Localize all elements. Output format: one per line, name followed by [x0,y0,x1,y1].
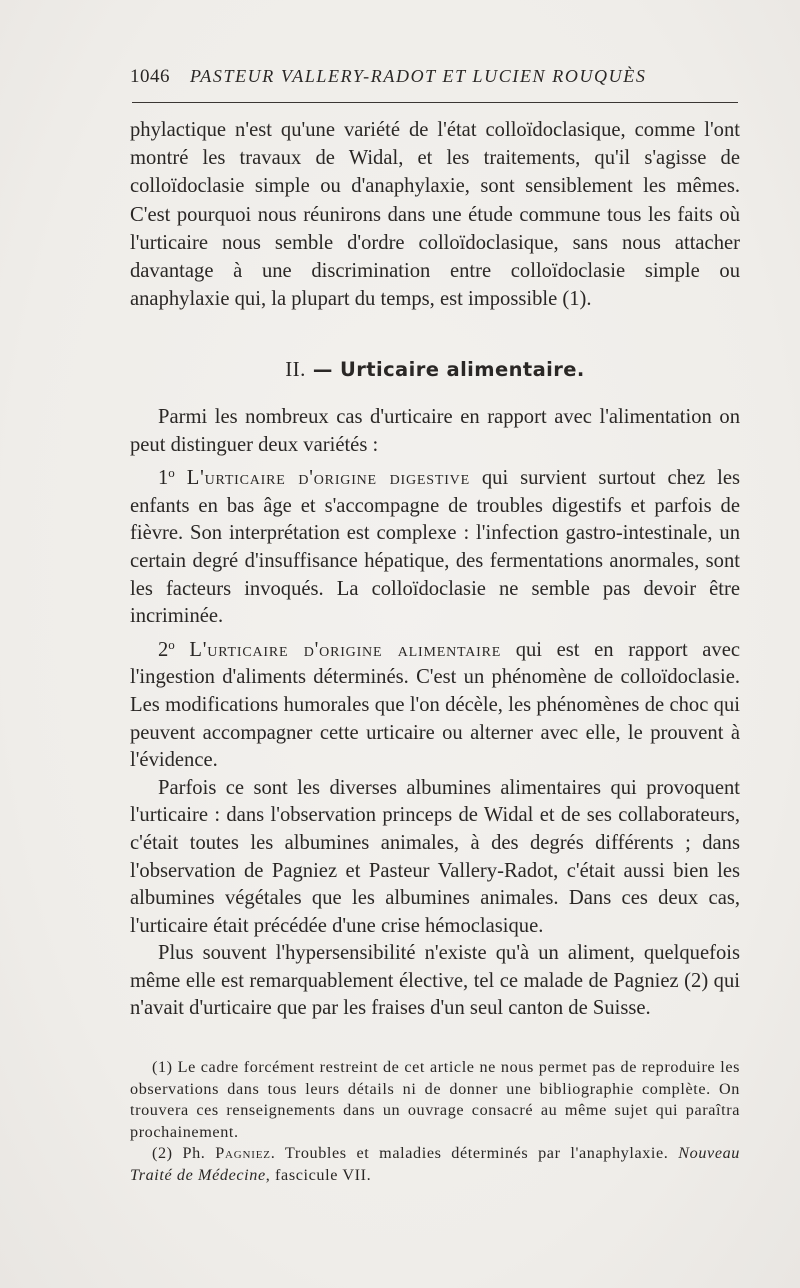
section-numeral: II. [285,357,306,381]
smallcaps-term: L'urticaire d'origine alimentaire [189,638,502,661]
footnote-text: , fascicule VII. [265,1165,372,1184]
page-number: 1046 [130,66,170,87]
main-text [130,404,740,1023]
author-name: Pagniez [215,1144,271,1163]
paragraph-digestive [130,459,740,631]
intro-paragraph: phylactique n'est qu'une variété de l'état colloïdoclasique, comme l'ont montré les travaux de Widal, et les traitements, qu'il s'agisse de colloïdoclasie simple ou d'anaphylaxie, sont sensiblement les mêmes. C'est pourquoi nous réunirons dans une étude commune tous les faits où l'urticaire nous semble d'ordre colloïdoclasique, sans nous attacher davantage à une discrimination entre colloïdoclasie simple ou anaphylaxie qui, la plupart du temps, est impossible (1). [130,119,740,311]
degree-mark: o [168,636,175,652]
paragraph-text: qui survient surtout chez les enfants en bas âge et s'accompagne de troubles digestifs et parfois de fièvre. Son interprétation est complexe : l'infection gastro-intestinale, un certain degré d'insuffisance hépatique, des fermentations anormales, sont les facteurs invoqués. La colloïdoclasie ne semble pas devoir être incriminée. [130,467,740,628]
paragraph-hypersensitivity: Plus souvent l'hypersensibilité n'existe qu'à un aliment, quelquefois même elle est remarquablement élective, tel ce malade de Pagniez (2) qui n'avait d'urticaire que par les fraises d'un seul canton de Suisse. [130,942,740,1020]
paragraph-alimentary [130,631,740,775]
footnote-2 [130,1143,740,1186]
item-number: 2 [158,638,169,661]
degree-mark: o [168,465,175,481]
running-head [130,66,740,96]
intro-block [130,116,740,313]
section-dash: — [312,358,333,381]
footnotes [130,1057,740,1187]
paragraph-intro-varieties: Parmi les nombreux cas d'urticaire en rapport avec l'alimentation on peut distinguer deux variétés : [130,406,740,456]
footnote-text: (2) Ph. [152,1144,216,1163]
footnote-text: . Troubles et maladies déterminés par l'anaphylaxie. [270,1144,679,1163]
book-title: Nouveau Traité de Médecine [130,1144,740,1184]
paragraph-text: qui est en rapport avec l'ingestion d'aliments déterminés. C'est un phénomène de colloïdoclasie. Les modifications humorales que l'on décèle, les phénomènes de choc qui peuvent accompagner cette urticaire ou alterner avec elle, le prouvent à l'évidence. [130,638,740,772]
paragraph-albumins: Parfois ce sont les diverses albumines alimentaires qui provoquent l'urticaire : dans l'observation princeps de Widal et de ses collaborateurs, c'était toutes les albumines animales, à des degrés différents ; dans l'observation de Pagniez et Pasteur Vallery-Radot, c'était aussi bien les albumines végétales que les albumines animales. Dans ces deux cas, l'urticaire était précédée d'une crise hémoclasique. [130,776,740,937]
item-number: 1 [158,467,169,490]
header-rule [132,102,738,103]
running-title: PASTEUR VALLERY-RADOT ET LUCIEN ROUQUÈS [190,66,647,86]
footnote-1: (1) Le cadre forcément restreint de cet article ne nous permet pas de reproduire les observations dans tous leurs détails ni de donner une bibliographie complète. On trouvera ces renseignements dans un ouvrage consacré au même sujet qui paraîtra prochainement. [130,1058,740,1141]
section-title: Urticaire alimentaire. [340,358,585,381]
smallcaps-term: L'urticaire d'origine digestive [186,467,470,490]
section-heading [130,357,740,382]
